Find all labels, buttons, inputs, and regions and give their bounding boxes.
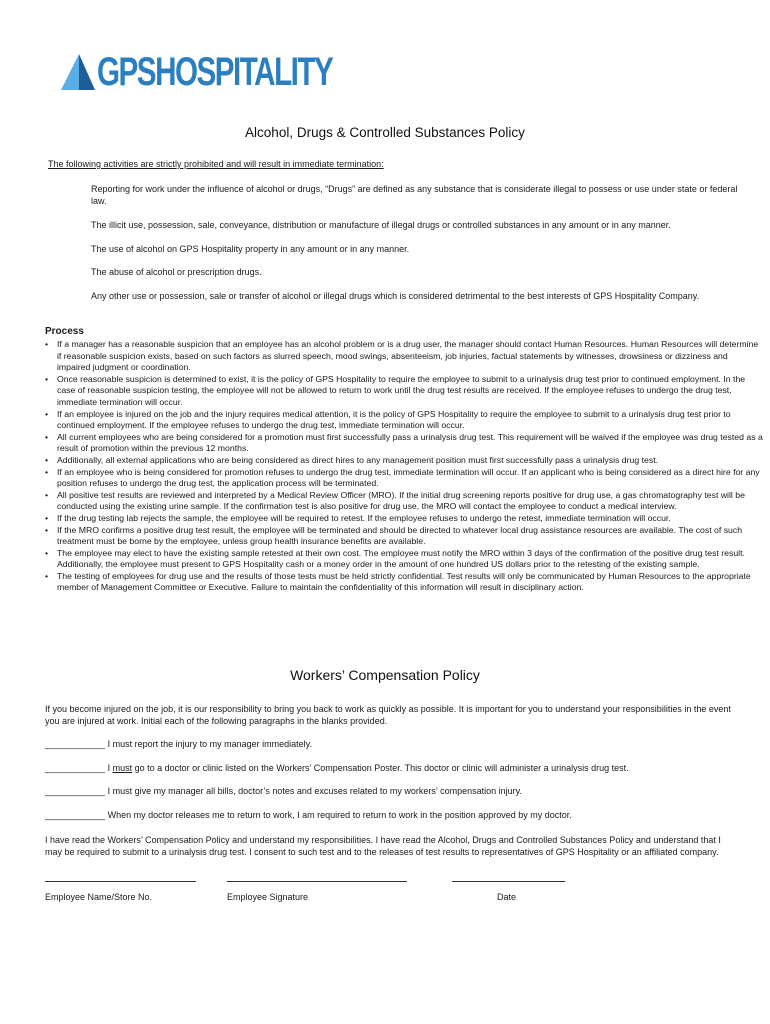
prohibited-item: The abuse of alcohol or prescription drugs.	[91, 267, 262, 277]
initial-item-emphasis: must	[112, 763, 133, 773]
initial-item-text-post: go to a doctor or clinic listed on the Workers’ Compensation Poster. This doctor or clinic will administer a urinalysis drug test.	[132, 763, 629, 773]
process-item: • Additionally, all external applications who are being considered as direct hires to any management position must first successfully pass a urinalysis drug test.	[45, 455, 763, 467]
process-item: • The employee may elect to have the existing sample retested at their own cost. The employee must notify the MRO within 3 days of the confirmation of the positive drug test result. Additionally, the employee must present to GPS Hospitality cash or a money order in the amount of one hundred US dollars prior to the retesting of the existing sample.	[45, 548, 763, 571]
process-item: • If the drug testing lab rejects the sample, the employee will be required to retest. If the employee refuses to undergo the retest, immediate termination will occur.	[45, 513, 763, 525]
initial-item-bills	[45, 786, 745, 796]
alcohol-policy-title: Alcohol, Drugs & Controlled Substances Policy	[245, 125, 525, 140]
gps-hospitality-logo	[59, 50, 333, 94]
initial-item-text: I must give my manager all bills, doctor’s notes and excuses related to my workers’ compensation injury.	[107, 786, 522, 796]
prohibited-intro: The following activities are strictly prohibited and will result in immediate termination:	[48, 159, 384, 169]
date-label: Date	[497, 892, 517, 902]
initial-blank[interactable]: ____________	[45, 739, 106, 749]
initial-item-return-to-work	[45, 810, 745, 820]
process-item: • Once reasonable suspicion is determined to exist, it is the policy of GPS Hospitality to require the employee to submit to a urinalysis drug test prior to continued employment. In the case of reasonable suspicion testing, the employee will not be allowed to return to work until the drug test results are received. If the employee refuses to undergo the drug test, immediate termination will occur.	[45, 374, 763, 409]
employee-name-line[interactable]	[45, 881, 196, 882]
initial-item-doctor-visit	[45, 763, 745, 773]
process-item: • If a manager has a reasonable suspicion that an employee has an alcohol problem or is a drug user, the manager should contact Human Resources. Human Resources will determine if reasonable suspicion exists, based on such factors as slurred speech, mood swings, absenteeism, job injuries, factual statements by witnesses, drowsiness or dizziness and impaired judgment or coordination.	[45, 339, 763, 374]
initial-blank[interactable]: ____________	[45, 810, 106, 820]
employee-name-label: Employee Name/Store No.	[45, 892, 153, 902]
initial-item-report-injury	[45, 739, 745, 749]
acknowledgement-text: I have read the Workers’ Compensation Policy and understand my responsibilities. I have read the Alcohol, Drugs and Controlled Substances Policy and understand that I may be required to submit to a urinalysis drug test. I consent to such test and to the releases of test results to representatives of GPS Hospitality or an affiliated company.	[45, 835, 721, 857]
workers-comp-intro: If you become injured on the job, it is our responsibility to bring you back to work as quickly as possible. It is important for you to understand your responsibilities in the event you are injured at work. Initial each of the following paragraphs in the blanks provided.	[45, 704, 731, 726]
process-item: • The testing of employees for drug use and the results of those tests must be held strictly confidential. Test results will only be communicated by Human Resources to the appropriate member of Management Committee or Executive. Failure to maintain the confidentiality of this information will result in disciplinary action.	[45, 571, 763, 594]
initial-item-text: I must report the injury to my manager immediately.	[107, 739, 313, 749]
workers-comp-title: Workers’ Compensation Policy	[290, 667, 480, 683]
process-item: • All positive test results are reviewed and interpreted by a Medical Review Officer (MRO). If the initial drug screening reports positive for drug use, a gas chromatography test will be conducted using the existing urine sample. If the confirmation test is also positive for drug use, the MRO will contact the employee to conduct a medical interview.	[45, 490, 763, 513]
date-line[interactable]	[452, 881, 565, 882]
prohibited-item: Reporting for work under the influence of alcohol or drugs, “Drugs” are defined as any substance that is considerate illegal to possess or use under state or federal law.	[91, 184, 738, 206]
prohibited-item: Any other use or possession, sale or transfer of alcohol or illegal drugs which is considered detrimental to the best interests of GPS Hospitality Company.	[91, 291, 700, 301]
process-item: • If an employee who is being considered for promotion refuses to undergo the drug test, immediate termination will occur. If an applicant who is being considered as a direct hire for any position refuses to undergo the drug test, the application process will be terminated.	[45, 467, 763, 490]
process-list	[45, 339, 763, 594]
initial-item-text: When my doctor releases me to return to work, I am required to return to work in the position approved by my doctor.	[107, 810, 572, 820]
prohibited-item: The illicit use, possession, sale, conveyance, distribution or manufacture of illegal drugs or controlled substances in any amount or in any manner.	[91, 220, 671, 230]
triangle-logo-icon	[59, 50, 99, 94]
initial-blank[interactable]: ____________	[45, 786, 106, 796]
process-item: • All current employees who are being considered for a promotion must first successfully pass a urinalysis drug test. This requirement will be waived if the employee was drug tested as a result of promotion within the previous 12 months.	[45, 432, 763, 455]
initial-item-text-pre: I	[107, 763, 113, 773]
logo-wordmark: GPSHOSPITALITY	[97, 50, 333, 94]
employee-signature-line[interactable]	[227, 881, 407, 882]
process-heading: Process	[45, 326, 84, 337]
initial-blank[interactable]: ____________	[45, 763, 106, 773]
prohibited-item: The use of alcohol on GPS Hospitality property in any amount or in any manner.	[91, 244, 410, 254]
process-item: • If an employee is injured on the job and the injury requires medical attention, it is the policy of GPS Hospitality to require the employee to submit to a urinalysis drug test prior to continued employment. If the employee refuses to undergo the drug test, immediate termination will occur.	[45, 409, 763, 432]
employee-signature-label: Employee Signature	[227, 892, 309, 902]
process-item: • If the MRO confirms a positive drug test result, the employee will be terminated and should be directed to whatever local drug assistance resources are available. The cost of such treatment must be borne by the employee, unless group health insurance benefits are available.	[45, 525, 763, 548]
